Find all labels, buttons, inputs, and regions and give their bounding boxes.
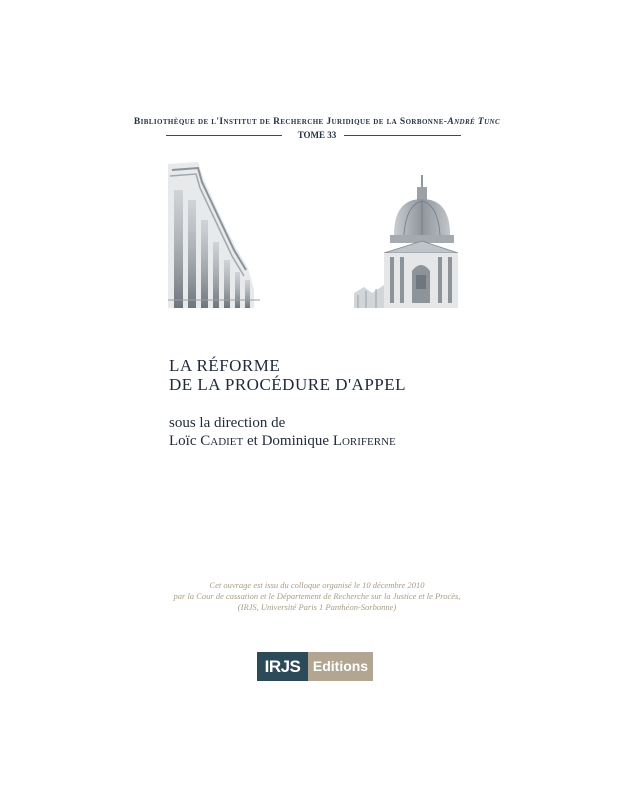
tome-number: TOME 33 — [297, 130, 337, 140]
publisher-logo-mark: IRJS — [257, 652, 308, 681]
publisher-logo — [257, 652, 373, 681]
editorial-direction — [169, 414, 396, 450]
direction-intro: sous la direction de — [169, 415, 286, 431]
note-line-2: par la Cour de cassation et le Département de Recherche sur la Justice et le Procès, — [173, 591, 461, 601]
direction-authors — [169, 432, 396, 450]
left-rule — [166, 135, 282, 136]
author-1-first-name: Loïc — [169, 433, 197, 449]
author-connector: et — [247, 433, 258, 449]
building-colonnade-illustration — [168, 160, 260, 308]
author-1-last-name: Cadiet — [200, 433, 244, 449]
note-line-1: Cet ouvrage est issu du colloque organisé le 10 décembre 2010 — [209, 580, 425, 590]
publisher-logo-word: Editions — [308, 652, 373, 681]
author-2-last-name: Loriferne — [332, 433, 396, 449]
series-title-italic: André Tunc — [447, 117, 501, 127]
note-line-3: (IRJS, Université Paris 1 Panthéon-Sorbonne) — [237, 602, 397, 612]
right-rule — [344, 135, 461, 136]
author-2-first-name: Dominique — [261, 433, 330, 449]
series-title — [0, 117, 634, 127]
series-title-main: Bibliothèque de l'Institut de Recherche Juridique de la Sorbonne- — [133, 117, 448, 127]
colloquium-note — [0, 580, 634, 613]
book-title-line-2: DE LA PROCÉDURE D'APPEL — [169, 375, 406, 394]
book-title-line-1: LA RÉFORME — [169, 356, 281, 375]
sorbonne-dome-illustration — [354, 175, 460, 308]
book-title — [169, 356, 406, 394]
